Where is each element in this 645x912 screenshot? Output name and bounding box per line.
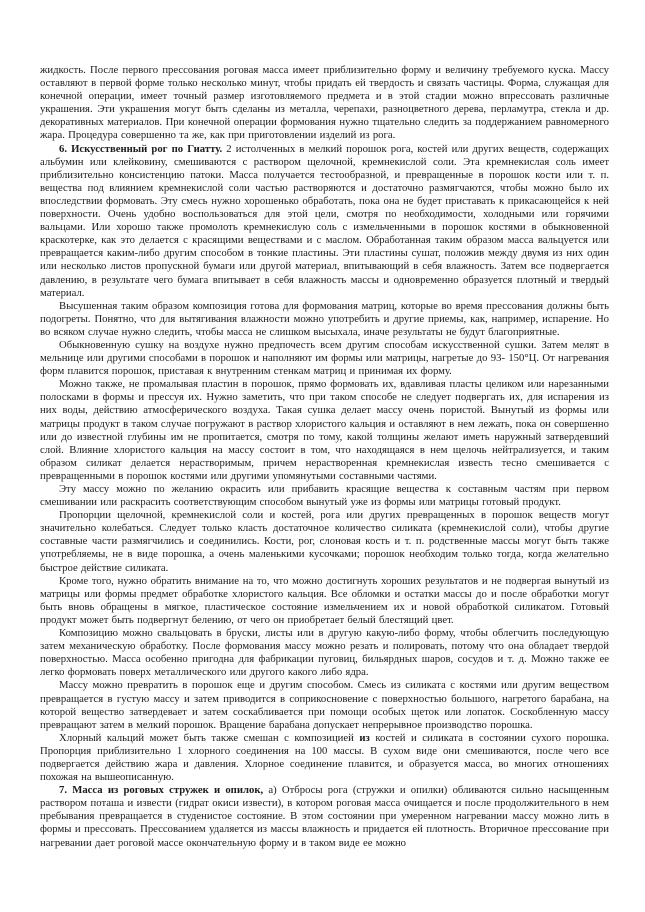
text-segment: 2 истолченных в мелкий порошок рога, костей или других веществ, содержащих альбумин или клейковину, смешиваются с раствором щелочной, кремнекислой соли. Эта кремнекислая соль имеет приблизительно консистенцию патоки. Масса получается тестообразной, и превращенные в порошок кости или т. п. вещества под влиянием кремнекислой соли частью растворяются и достаточно размягчаются, чтобы можно было их впоследствии формовать. Эту смесь нужно хорошенько обработать, пока она не будет приставать к прикасающейся к ней поверхности. Очень удобно воспользоваться для этой цели, смотря по необходимости, холодными или горячими вальцами. Или хорошо также промолоть кремнекислую соль с измельченными в порошок костями в обыкновенной краскотерке, как это делается с красящими веществами и с маслом. Обработанная таким образом масса вальцуется или превращается каким-либо другим способом в тонкие пластины. Эти пластины сушат, положив между двумя из них один или несколько листов пропускной бумаги или другой материал, впитывающий в себя влажность. Затем все подвергается давлению, в результате чего бумага впитывает в себя влажность массы и одновременно образуется плотный и твердый материал. (40, 142, 609, 299)
paragraph (40, 339, 609, 378)
paragraph (40, 143, 609, 300)
text-segment: Массу можно превратить в порошок еще и другим способом. Смесь из силиката с костями или другим веществом превращается в густую массу и затем приводится в соприкосновение с поверхностью большого, нагретого барабана, на которой вещество затвердевает и затем соскабливается при помощи особых щеток или лопаток. Соскобленную массу превращают затем в мелкий порошок. Вращение барабана допускает непрерывное производство порошка. (40, 679, 609, 731)
text-segment: а) Отбросы рога (стружки и опилки) обливаются сильно насыщенным раствором поташа и извести (гидрат окиси извести), в котором роговая масса очищается и после продолжительного в нем пребывания превращается в студенистое состояние. В этом состоянии при умеренном нагревании массу можно лить в формы и прессовать. Прессованием удаляется из массы влажность и придается ей плотность. Вторичное прессование при нагревании дает роговой массе окончательную форму и в таком виде ее можно (40, 784, 609, 849)
text-segment: Высушенная таким образом композиция готова для формования матриц, которые во время прессования должны быть подогреты. Понятно, что для вытягивания влажности можно употребить и другие приемы, как, например, испарение. Но во всяком случае нужно следить, чтобы масса не слишком высыхала, иначе результаты не будут благоприятные. (40, 299, 609, 338)
paragraph (40, 627, 609, 679)
text-segment: Можно также, не промалывая пластин в порошок, прямо формовать их, вдавливая пласты целиком или нарезанными полосками в формы и прессуя их. Нужно заметить, что при таком способе не следует подвергать их, для испарения из них воды, действию атмосферического воздуха. Такая сушка делает массу очень пористой. Вынутый из формы или матрицы продукт в таком случае погружают в раствор хлористого кальция и оставляют в нем лежать, пока он совершенно или до известной глубины им не пропитается, смотря по тому, какой толщины желают иметь наружный затвердевший слой. Влияние хлористого кальция на массу состоит в том, что находящаяся в нем щелочь нейтрализуется, и таким образом силикат делается нерастворимым, причем нерастворенная кремнекислая известь тесно смешивается с превращенными в порошок костями или другими упомянутыми составными частями. (40, 378, 609, 482)
paragraph (40, 300, 609, 339)
text-segment: костей и силиката в состоянии сухого порошка. Пропорция приблизительно 1 хлорного соединения на 100 массы. В сухом виде они смешиваются, после чего все подвергается действию жара и давления. Хлорное соединение плавится, и образуется масса, во многих отношениях похожая на вышеописанную. (40, 731, 609, 784)
text-segment: Кроме того, нужно обратить внимание на то, что можно достигнуть хороших результатов и не подвергая вынутый из матрицы или формы предмет обработке хлористого кальция. Все обломки и остатки массы до и после обработки могут быть вновь обращены в мягкое, пластическое состояние измельчением их и новой обработкой силикатом. Готовый продукт может быть подвергнут белению, от чего он приобретает белый блестящий цвет. (40, 574, 609, 626)
paragraph (40, 732, 609, 784)
text-segment: Хлорный кальций может быть также смешан с композицией (59, 731, 360, 744)
text-segment: Пропорции щелочной, кремнекислой соли и костей, рога или других превращенных в порошок веществ могут значительно колебаться. Следует только класть достаточное количество силиката (кремнекислой соли), чтобы другие составные части размягчились и соединились. Кости, рог, слоновая кость и т. п. родственные массы могут быть также употребляемы, не в виде порошка, а очень маленькими кусочками; порошок необходим только тогда, когда желательно быстрое действие силиката. (40, 509, 609, 574)
paragraph (40, 575, 609, 627)
text-block (40, 64, 609, 850)
paragraph (40, 64, 609, 143)
bold-text-segment: 7. Масса из роговых стружек и опилок, (59, 784, 264, 797)
paragraph (40, 378, 609, 483)
text-segment: жидкость. После первого прессования роговая масса имеет приблизительно форму и величину требуемого куска. Массу оставляют в первой форме только несколько минут, чтобы придать ей твердость и связать частицы. Форма, служащая для конечной операции, имеет точный размер изготовляемого предмета и в этой стадии можно впрессовать различные украшения. Эти украшения могут быть сделаны из металла, черепахи, разноцветного дерева, перламутра, стекла и др. декоративных материалов. При конечной операции формования нужно тщательно следить за поддержанием равномерного жара. Процедура совершенно та же, как при приготовлении изделий из рога. (40, 64, 609, 142)
text-segment: Композицию можно свальцовать в бруски, листы или в другую какую-либо форму, чтобы облегчить последующую затем механическую обработку. После формования массу можно резать и полировать, потому что она обладает твердой поверхностью. Масса особенно пригодна для фабрикации пуговиц, бильярдных шаров, сосудов и т. д. Можно также ее легко формовать поверх металлического или другого какого либо ядра. (40, 627, 609, 679)
paragraph (40, 679, 609, 731)
paragraph (40, 509, 609, 574)
paragraph (40, 483, 609, 509)
bold-text-segment: 6. Искусственный рог по Гиатту. (59, 142, 223, 155)
bold-text-segment: из (359, 731, 370, 744)
text-segment: Обыкновенную сушку на воздухе нужно предпочесть всем другим способам искусственной сушки. Затем мелят в мельнице или другими способами в порошок и наполняют им формы или матрицы, нагретые до 93- 150°Ц. От нагревания форм плавится порошок, приставая к внутренним стенкам матриц и принимая их форму. (40, 338, 609, 378)
text-segment: Эту массу можно по желанию окрасить или прибавить красящие вещества к составным частям при первом смешивании или раскрасить соответствующим способом вынутый уже из формы или матрицы готовый продукт. (40, 483, 609, 509)
paragraph (40, 784, 609, 849)
